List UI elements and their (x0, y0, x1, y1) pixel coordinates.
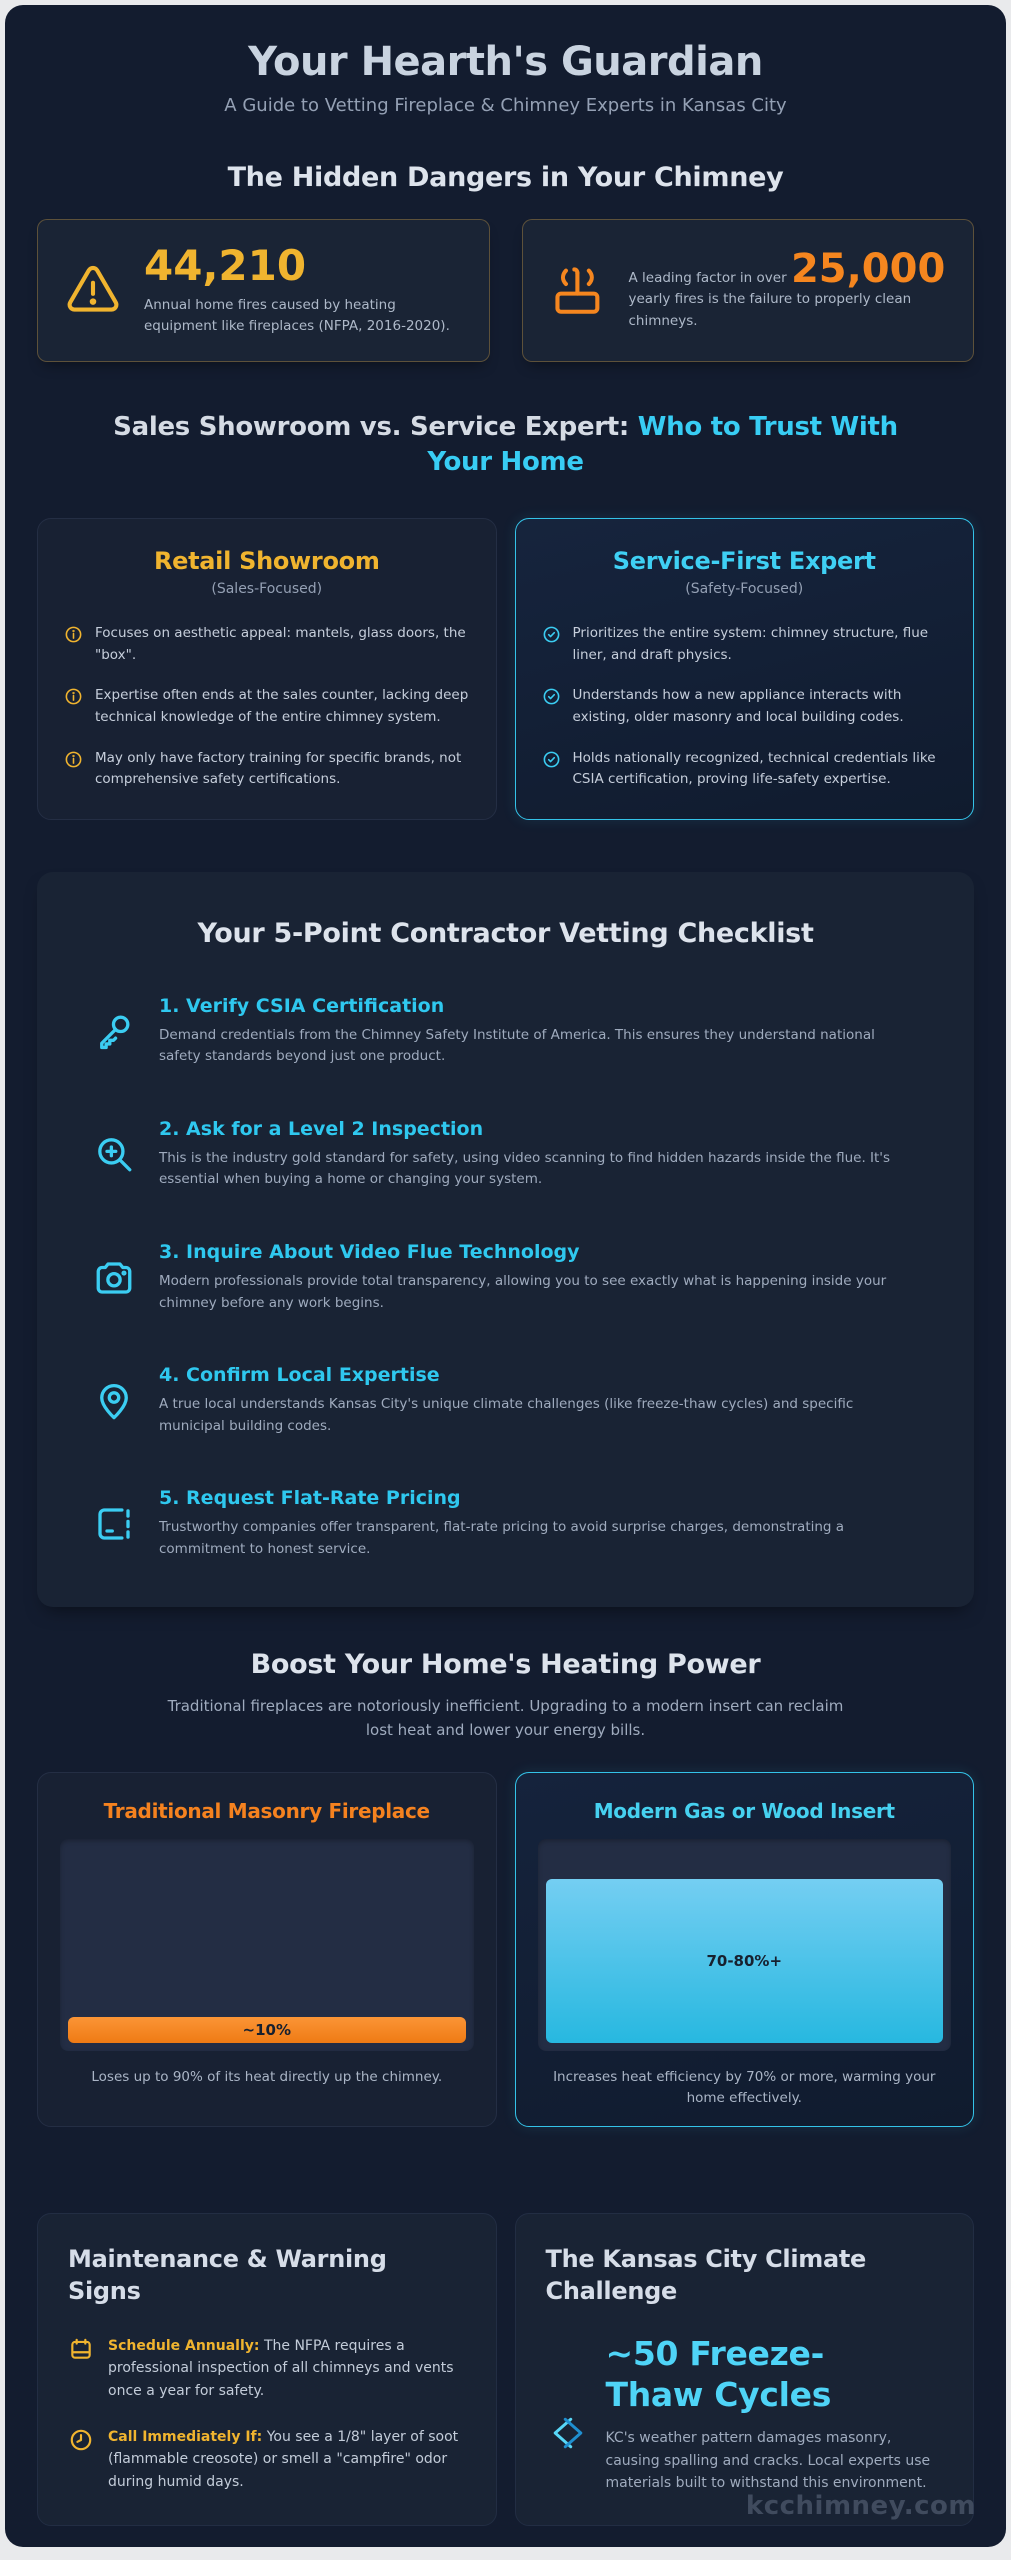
checklist-item (93, 1241, 918, 1314)
maintenance-item (68, 2426, 466, 2493)
vetting-checklist-card (37, 872, 974, 1607)
traditional-efficiency-bar (68, 2017, 466, 2043)
boost-subtitle: Traditional fireplaces are notoriously inefficient. Upgrading to a modern insert can reclaim lost heat and lower your energy bills. (167, 1696, 844, 1739)
traditional-chart-caption: Loses up to 90% of its heat directly up the chimney. (91, 2068, 443, 2085)
list-item-text: May only have factory training for specific brands, not comprehensive safety certifications. (95, 749, 462, 788)
modern-chart-title: Modern Gas or Wood Insert (593, 1798, 895, 1823)
expert-subtitle: (Safety-Focused) (685, 581, 804, 598)
calendar-icon (68, 2336, 94, 2362)
retail-showroom-card (37, 518, 497, 820)
bar-value-label: 70-80%+ (706, 1952, 783, 1970)
maintenance-item-text (108, 2426, 466, 2493)
check-circle-icon (542, 687, 561, 706)
maintenance-item-body: You see a 1/8" layer of soot (flammable creosote) or smell a "campfire" odor during humid days. (108, 2429, 459, 2490)
checklist-item-body (159, 1487, 918, 1560)
page-subtitle: A Guide to Vetting Fireplace & Chimney Experts in Kansas City (224, 95, 787, 116)
list-item-text: Prioritizes the entire system: chimney structure, flue liner, and draft physics. (572, 625, 929, 663)
stat-description: Annual home fires caused by heating equipment like fireplaces (NFPA, 2016-2020). (144, 297, 450, 335)
checklist-item-description: Modern professionals provide total transparency, allowing you to see exactly what is happening inside your chimney before any work begins. (159, 1273, 887, 1311)
key-icon (93, 1010, 135, 1052)
climate-block (546, 2333, 944, 2495)
maintenance-item-lead: Call Immediately If: (108, 2429, 263, 2446)
traditional-chart-title: Traditional Masonry Fireplace (103, 1798, 430, 1823)
retail-list (64, 623, 470, 791)
list-item-text: Expertise often ends at the sales counter, lacking deep technical knowledge of the entire chimney system. (95, 687, 469, 725)
list-item (542, 623, 948, 666)
info-circle-icon (64, 750, 83, 769)
checklist-item-title: 5. Request Flat-Rate Pricing (159, 1487, 461, 1510)
checklist-item (93, 1118, 918, 1191)
expert-title: Service-First Expert (612, 547, 876, 576)
checklist-item-title: 3. Inquire About Video Flue Technology (159, 1241, 580, 1264)
stat-suffix: yearly fires is the failure to properly clean chimneys. (628, 291, 912, 329)
chimney-flue-icon (549, 261, 607, 319)
maintenance-card (37, 2213, 497, 2525)
versus-heading (91, 410, 921, 480)
maintenance-list (68, 2335, 466, 2493)
checklist-item-description: A true local understands Kansas City's unique climate challenges (like freeze-thaw cycles) and specific municipal building codes. (159, 1396, 854, 1434)
list-item (542, 685, 948, 728)
modern-chart-track (538, 1839, 952, 2051)
checklist-item-description: Demand credentials from the Chimney Safety Institute of America. This ensures they understand national safety standards beyond just one product. (159, 1026, 875, 1065)
maintenance-item-text (108, 2335, 466, 2402)
check-circle-icon (542, 750, 561, 769)
maintenance-heading: Maintenance & Warning Signs (68, 2245, 387, 2305)
comparison-row (37, 518, 974, 820)
warning-triangle-icon (64, 261, 122, 319)
stat-prefix: A leading factor in over (628, 269, 787, 286)
stat-number-inline: 25,000 (790, 245, 946, 292)
traditional-chart-track (60, 1839, 474, 2051)
checklist-item (93, 995, 918, 1068)
page-title: Your Hearth's Guardian (248, 39, 763, 85)
modern-chart-caption: Increases heat efficiency by 70% or more, warming your home effectively. (553, 2068, 936, 2106)
climate-description: KC's weather pattern damages masonry, causing spalling and cracks. Local experts use materials built to withstand this environment. (605, 2430, 931, 2492)
climate-heading: The Kansas City Climate Challenge (545, 2245, 867, 2305)
checklist-item-title: 1. Verify CSIA Certification (159, 994, 445, 1017)
list-item (542, 748, 948, 791)
checklist-heading: Your 5-Point Contractor Vetting Checklist (197, 917, 814, 949)
checklist-item (93, 1487, 918, 1560)
camera-icon (93, 1257, 135, 1299)
versus-heading-accent: Who to Trust With Your Home (427, 411, 898, 478)
checklist-item-description: This is the industry gold standard for safety, using video scanning to find hidden hazards inside the flue. It's essential when buying a home or changing your system. (159, 1149, 891, 1188)
freeze-thaw-icon (546, 2411, 590, 2455)
list-item (64, 623, 470, 666)
checklist-item-description: Trustworthy companies offer transparent, flat-rate pricing to avoid surprise charges, demonstrating a commitment to honest service. (159, 1519, 845, 1558)
checklist-item (93, 1364, 918, 1437)
retail-title: Retail Showroom (153, 547, 380, 576)
watermark: kcchimney.com (745, 2491, 976, 2521)
climate-stat: ~50 Freeze-Thaw Cycles (605, 2333, 832, 2415)
bottom-cards-row (37, 2213, 974, 2525)
map-pin-icon (93, 1380, 135, 1422)
stat-paragraph (628, 245, 948, 333)
list-item-text: Focuses on aesthetic appeal: mantels, glass doors, the "box". (95, 625, 466, 663)
checklist-item-body (159, 1241, 918, 1314)
flat-rate-card-icon (93, 1503, 135, 1545)
modern-efficiency-bar (546, 1879, 944, 2042)
checklist-item-title: 2. Ask for a Level 2 Inspection (159, 1117, 484, 1140)
check-circle-icon (542, 625, 561, 644)
info-circle-icon (64, 687, 83, 706)
checklist-item-title: 4. Confirm Local Expertise (159, 1364, 440, 1387)
stat-number: 44,210 (144, 241, 307, 290)
danger-stats-row (37, 219, 974, 362)
versus-heading-plain: Sales Showroom vs. Service Expert: (113, 411, 630, 442)
service-expert-card (515, 518, 975, 820)
main-container (5, 5, 1006, 2547)
traditional-fireplace-card (37, 1772, 497, 2128)
checklist-item-body (159, 1118, 918, 1191)
checklist-items (93, 995, 918, 1561)
modern-insert-card (515, 1772, 975, 2128)
stat-card-home-fires (37, 219, 490, 362)
climate-challenge-card (515, 2213, 975, 2525)
efficiency-charts-row (37, 1772, 974, 2128)
list-item (64, 748, 470, 791)
dangers-heading: The Hidden Dangers in Your Chimney (227, 162, 784, 193)
bar-value-label: ~10% (242, 2020, 291, 2039)
maintenance-item-lead: Schedule Annually: (108, 2337, 260, 2354)
list-item-text: Holds nationally recognized, technical credentials like CSIA certification, proving life-safety expertise. (572, 749, 936, 788)
checklist-item-body (159, 1364, 918, 1437)
list-item (64, 685, 470, 728)
checklist-item-body (159, 995, 918, 1068)
stat-text-block (144, 241, 463, 337)
expert-list (542, 623, 948, 791)
stat-card-dirty-chimneys (522, 219, 975, 362)
boost-heading: Boost Your Home's Heating Power (250, 1648, 761, 1680)
list-item-text: Understands how a new appliance interacts with existing, older masonry and local building codes. (572, 687, 904, 725)
magnifier-plus-icon (93, 1133, 135, 1175)
retail-subtitle: (Sales-Focused) (211, 581, 323, 598)
maintenance-item-body: The NFPA requires a professional inspection of all chimneys and vents once a year for safety. (108, 2337, 454, 2399)
info-circle-icon (64, 625, 83, 644)
maintenance-item (68, 2335, 466, 2402)
clock-icon (68, 2427, 94, 2453)
climate-content (606, 2333, 936, 2495)
